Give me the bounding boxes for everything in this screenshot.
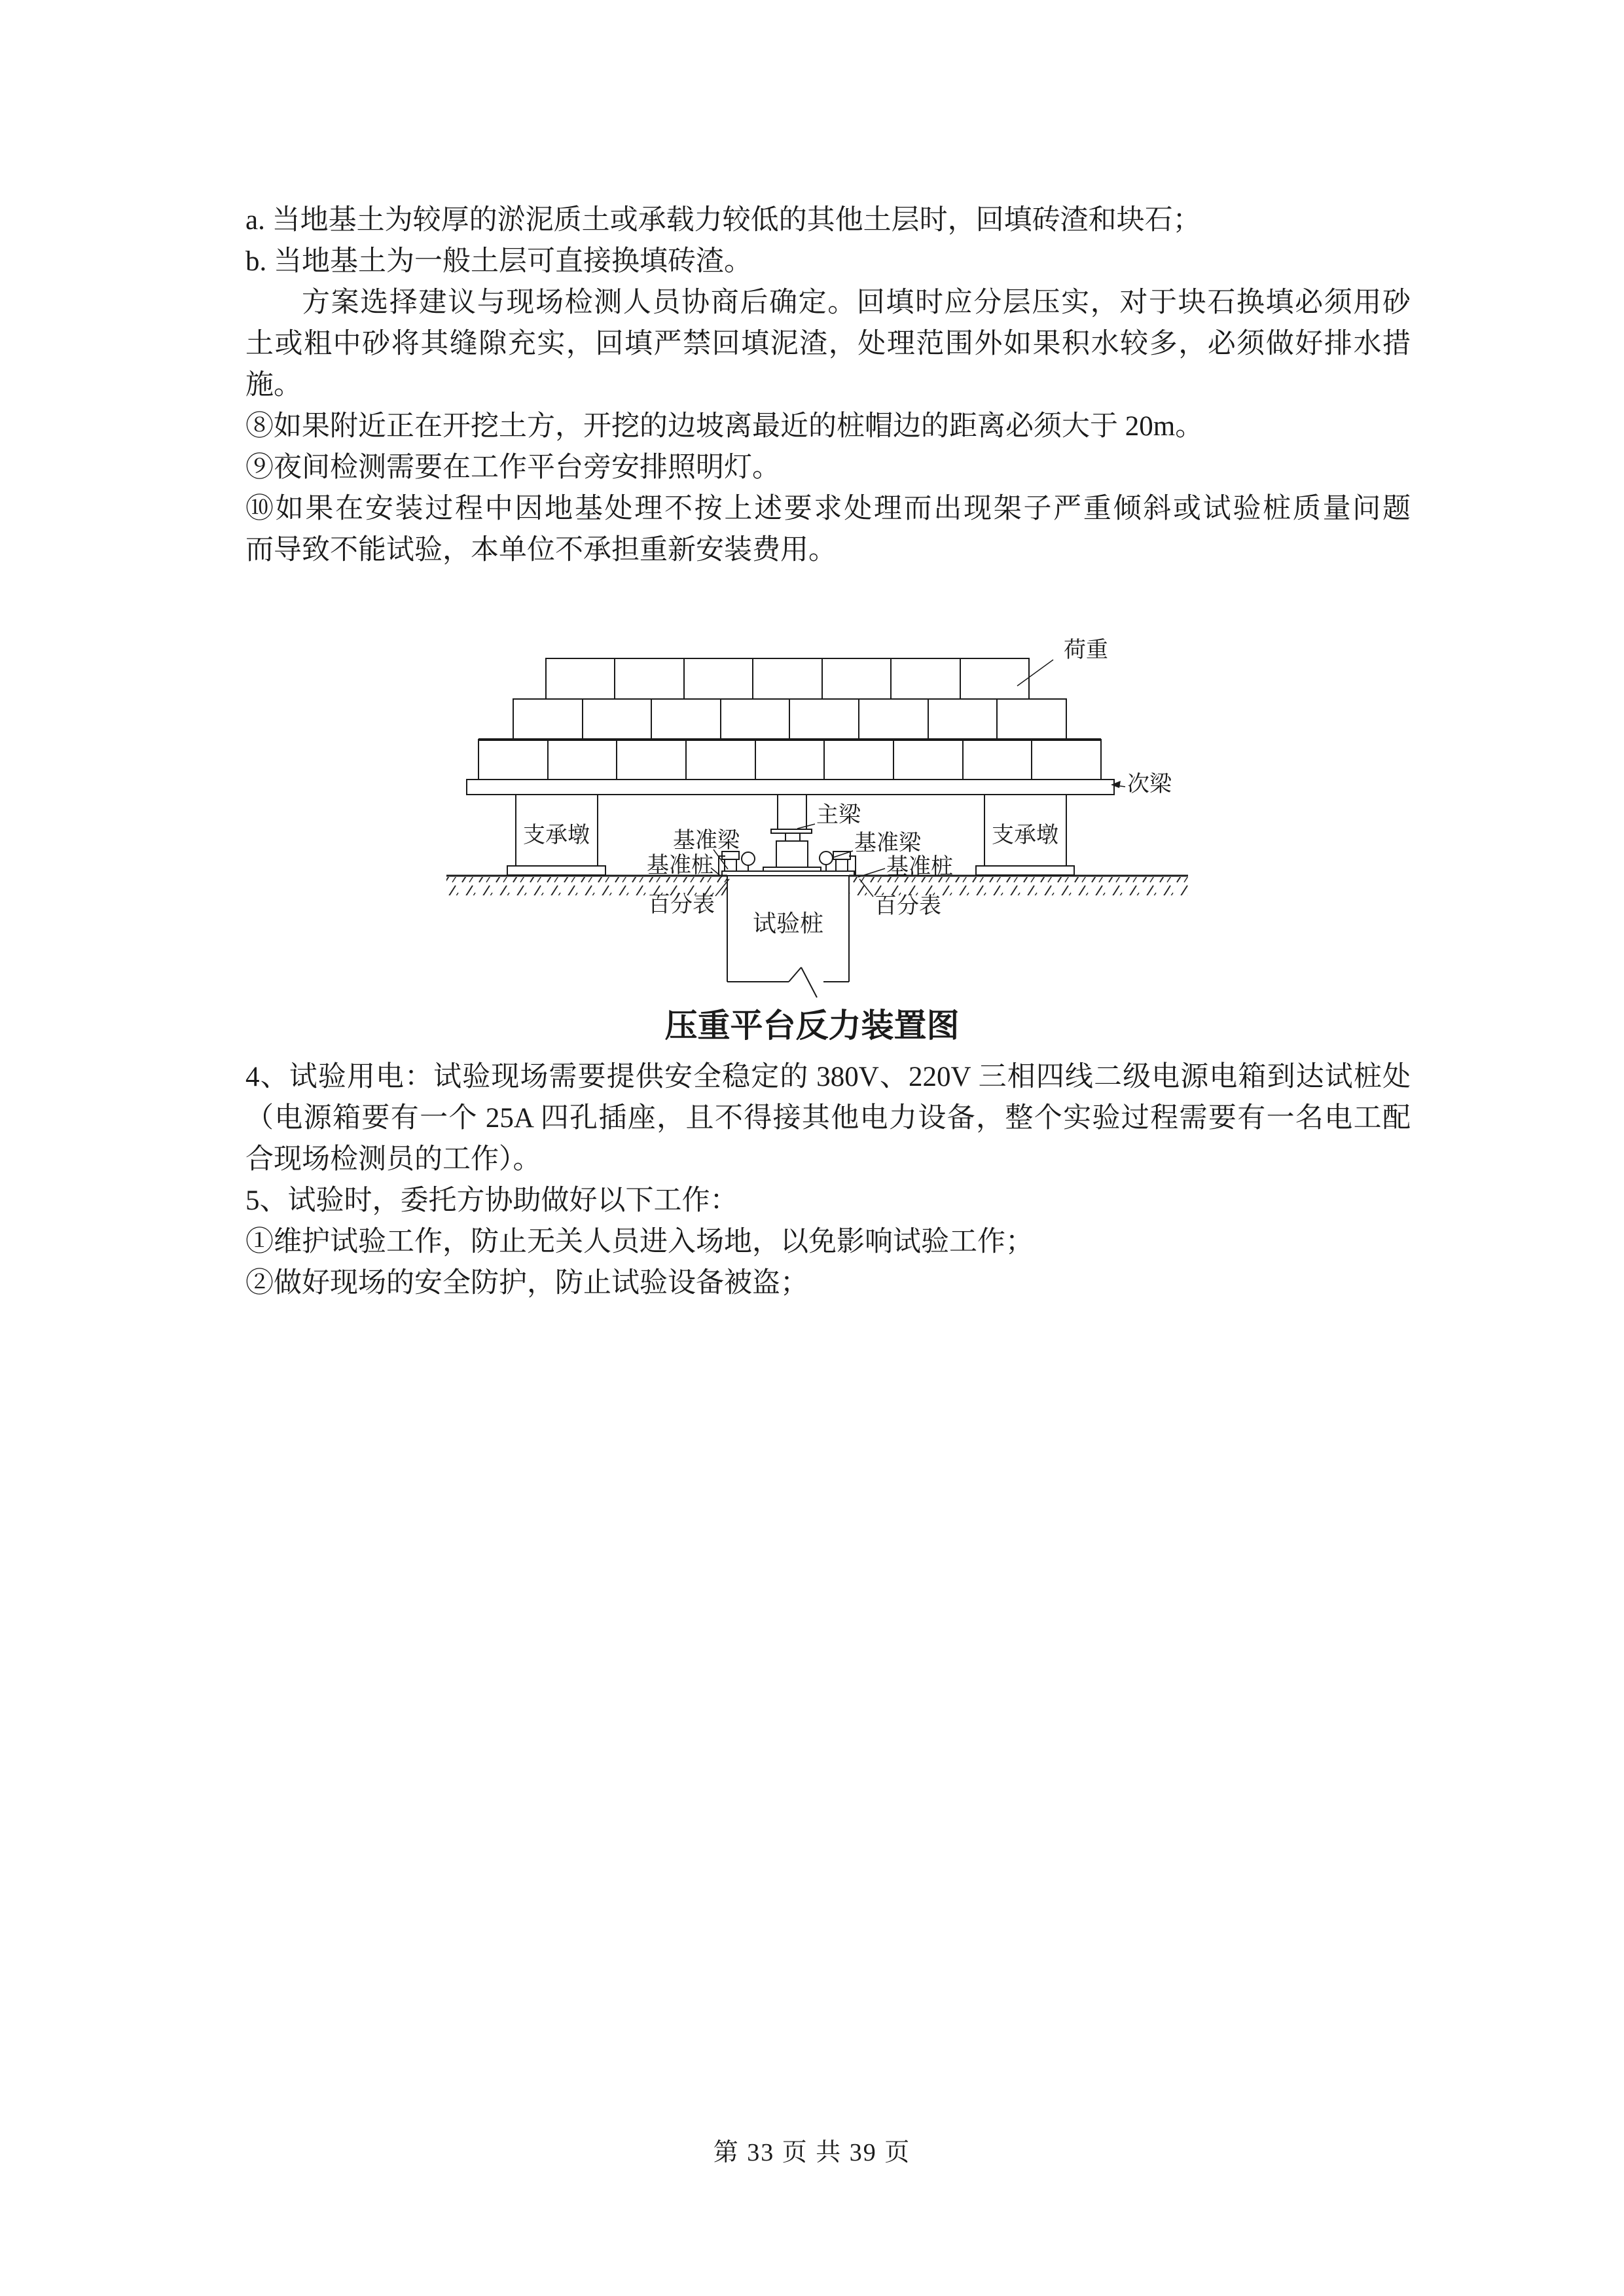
platform-reaction-diagram: [425, 628, 1244, 1034]
diagram-label-secondary-beam: 次梁: [1127, 772, 1172, 797]
secondary-beam-shape: [467, 780, 1114, 795]
diagram-label-reference-beam-left: 基准梁: [673, 829, 740, 853]
text-line: 施。: [245, 370, 302, 401]
text-line: ⑧如果附近正在开挖土方，开挖的边坡离最近的桩帽边的距离必须大于 20m。: [245, 411, 1204, 442]
text-line: ②做好现场的安全防护，防止试验设备被盗；: [245, 1268, 808, 1299]
diagram-label-support-pier-left: 支承墩: [523, 823, 590, 848]
text-line: a. 当地基土为较厚的淤泥质土或承载力较低的其他土层时，回填砖渣和块石；: [245, 205, 1201, 236]
diagram-label-test-pile: 试验桩: [752, 910, 824, 937]
diagram-label-dial-gauge-left: 百分表: [648, 893, 715, 917]
figure-caption: 压重平台反力装置图: [664, 1007, 960, 1044]
text-line: b. 当地基土为一般土层可直接换填砖渣。: [245, 246, 752, 277]
text-line: ⑨夜间检测需要在工作平台旁安排照明灯。: [245, 452, 780, 483]
diagram-label-main-beam: 主梁: [816, 803, 861, 827]
text-line: ⑩如果在安装过程中因地基处理不按上述要求处理而出现架子严重倾斜或试验桩质量问题: [245, 493, 1411, 524]
text-line: ①维护试验工作，防止无关人员进入场地，以免影响试验工作；: [245, 1227, 1034, 1257]
diagram-label-load: 荷重: [1064, 638, 1108, 662]
ground-line: [446, 876, 1188, 895]
test-pile-shape: [727, 876, 849, 997]
text-line: 而导致不能试验，本单位不承担重新安装费用。: [245, 535, 837, 565]
diagram-label-reference-beam-right: 基准梁: [854, 831, 921, 855]
diagram-label-reference-pile-right: 基准桩: [886, 855, 953, 879]
text-line: 土或粗中砂将其缝隙充实，回填严禁回填泥渣，处理范围外如果积水较多，必须做好排水措: [245, 329, 1411, 359]
text-line: 方案选择建议与现场检测人员协商后确定。回填时应分层压实，对于块石换填必须用砂: [302, 287, 1411, 318]
page-number-footer: 第 33 页 共 39 页: [713, 2139, 911, 2166]
secondary-beam-arrowhead: [1111, 781, 1121, 788]
body-text-top: [245, 200, 1411, 571]
text-line: 4、试验用电：试验现场需要提供安全稳定的 380V、220V 三相四线二级电源电箱到达试桩处: [245, 1062, 1411, 1092]
diagram-label-reference-pile-left: 基准桩: [647, 853, 713, 878]
diagram-label-dial-gauge-right: 百分表: [875, 894, 941, 918]
load-blocks: [478, 658, 1101, 780]
text-line: （电源箱要有一个 25A 四孔插座，且不得接其他电力设备，整个实验过程需要有一名电工配: [245, 1103, 1411, 1134]
diagram-label-support-pier-right: 支承墩: [992, 823, 1058, 848]
body-text-bottom: [245, 1056, 1411, 1304]
text-line: 合现场检测员的工作）。: [245, 1144, 541, 1175]
text-line: 5、试验时，委托方协助做好以下工作：: [245, 1185, 738, 1216]
